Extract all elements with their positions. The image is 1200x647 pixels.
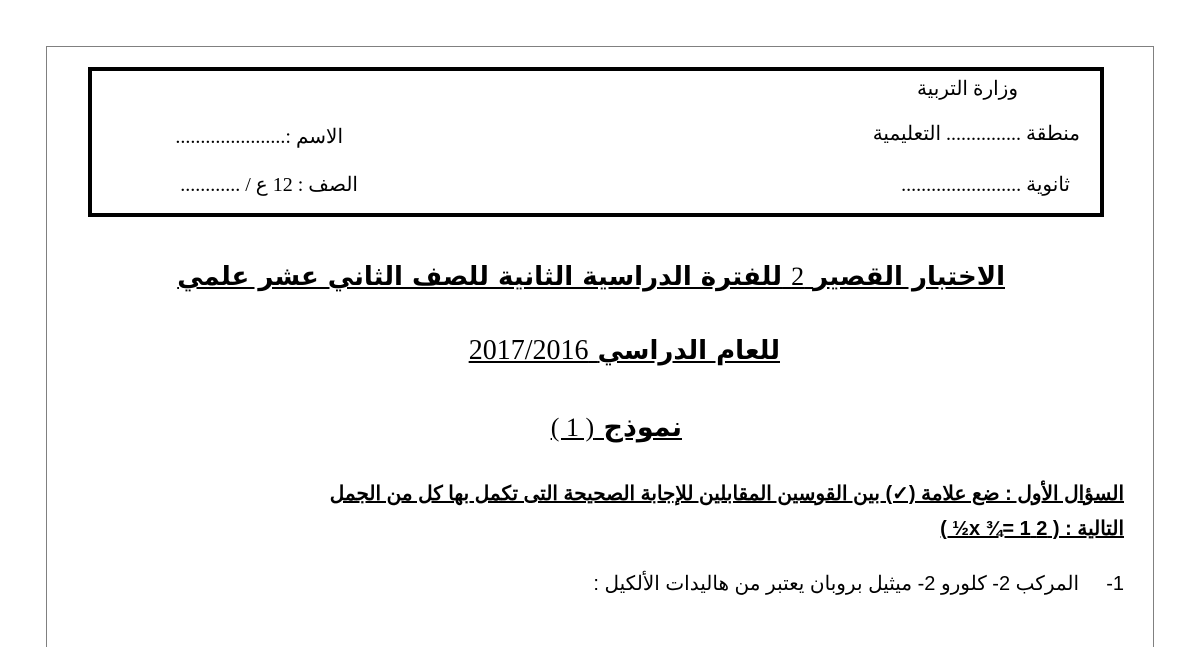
model-heading (551, 412, 682, 443)
question1-instruction-line2: التالية : ( 2 x ¾= 1½ ) (940, 518, 1124, 540)
student-name-field: الاسم :...................... (175, 126, 343, 148)
region-field: منطقة ............... التعليمية (872, 123, 1080, 145)
exam-title-part2: للفترة الدراسية الثانية للصف الثاني عشر علمي (177, 262, 783, 292)
model-number: ( 1 ) (550, 413, 595, 442)
academic-year: 2017/2016 (468, 335, 589, 366)
item-text: المركب 2- كلورو 2- ميثيل بروبان يعتبر من هاليدات الألكيل : (593, 573, 1080, 595)
exam-title-part1: الاختبار القصير (813, 262, 1005, 292)
model-label: نموذج (603, 412, 682, 443)
question1-instruction-line1: السؤال الأول : ضع علامة (✓) بين القوسين المقابلين للإجابة الصحيحة التى تكمل بها كل من الجمل (329, 483, 1124, 505)
ministry-label: وزارة التربية (916, 78, 1018, 100)
academic-year-label: للعام الدراسي (597, 336, 780, 366)
question-item-1 (593, 571, 1124, 596)
school-field: ثانوية ........................ (901, 174, 1070, 196)
exam-title-line2 (469, 335, 780, 367)
class-field: الصف : 12 ع / ............ (180, 174, 358, 196)
exam-title-line1 (177, 262, 1005, 292)
item-number: 1- (1106, 573, 1124, 595)
exam-number: 2 (791, 262, 805, 291)
